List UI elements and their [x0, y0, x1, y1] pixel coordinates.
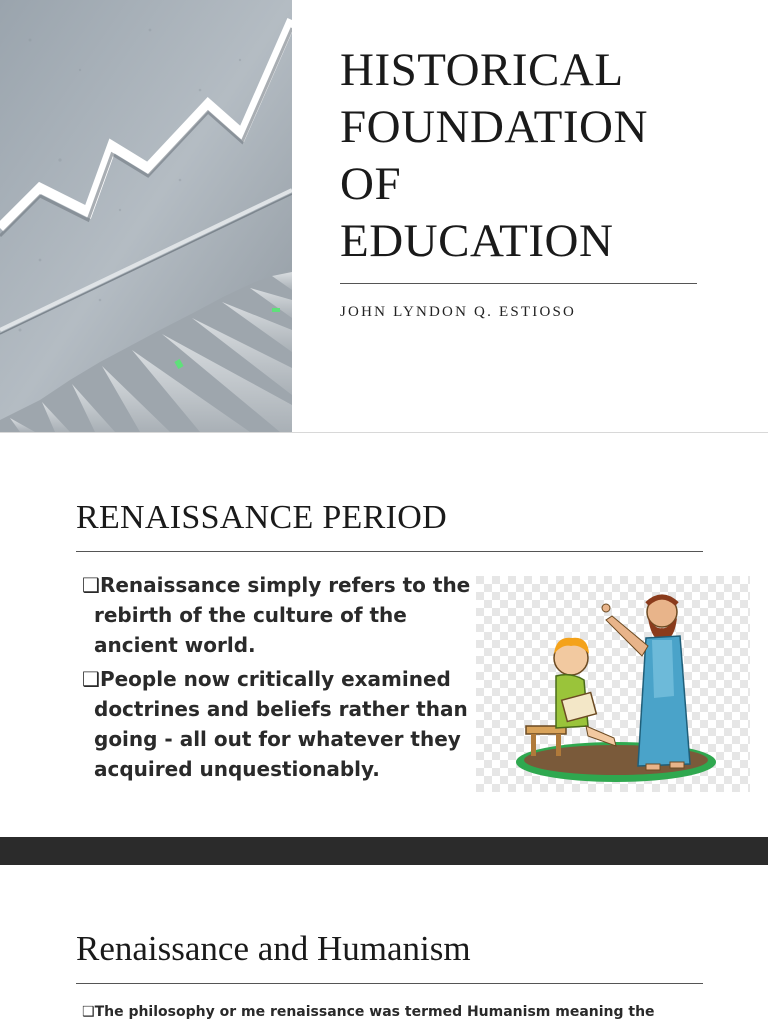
list-item	[82, 664, 477, 784]
renaissance-period-slide	[0, 433, 768, 837]
title-divider	[76, 551, 703, 552]
list-item	[82, 570, 477, 660]
dark-separator-band	[0, 837, 768, 865]
rising-arrow-stairs-icon	[0, 0, 292, 432]
stairs-arrow-image	[0, 0, 292, 432]
title-line: OF	[340, 158, 402, 210]
teacher-and-student-cartoon-icon	[476, 576, 750, 792]
slide-title: RENAISSANCE PERIOD	[76, 499, 447, 536]
title-slide	[0, 0, 768, 432]
title-divider	[76, 983, 703, 984]
title-line: FOUNDATION	[340, 101, 648, 153]
bullet-list	[82, 570, 477, 788]
renaissance-humanism-slide	[0, 865, 768, 1024]
checkbox-bullet-icon: ❑	[82, 667, 100, 691]
slide-title: Renaissance and Humanism	[76, 929, 471, 968]
bullet-text: Renaissance simply refers to the rebirth of the culture of the ancient world.	[94, 573, 471, 657]
bullet-text: People now critically examined doctrines and beliefs rather than going - all out for whatever they acquired unquestionably.	[94, 667, 468, 781]
presentation-title	[340, 42, 740, 270]
title-line: EDUCATION	[340, 215, 614, 267]
author-name: JOHN LYNDON Q. ESTIOSO	[340, 304, 577, 320]
teacher-student-image	[476, 576, 750, 792]
title-line: HISTORICAL	[340, 44, 624, 96]
title-divider	[340, 283, 697, 284]
bullet-text: The philosophy or me renaissance was termed Humanism meaning the	[94, 1004, 655, 1020]
checkbox-bullet-icon: ❑	[82, 1004, 95, 1020]
list-item	[82, 1004, 655, 1020]
checkbox-bullet-icon: ❑	[82, 573, 100, 597]
